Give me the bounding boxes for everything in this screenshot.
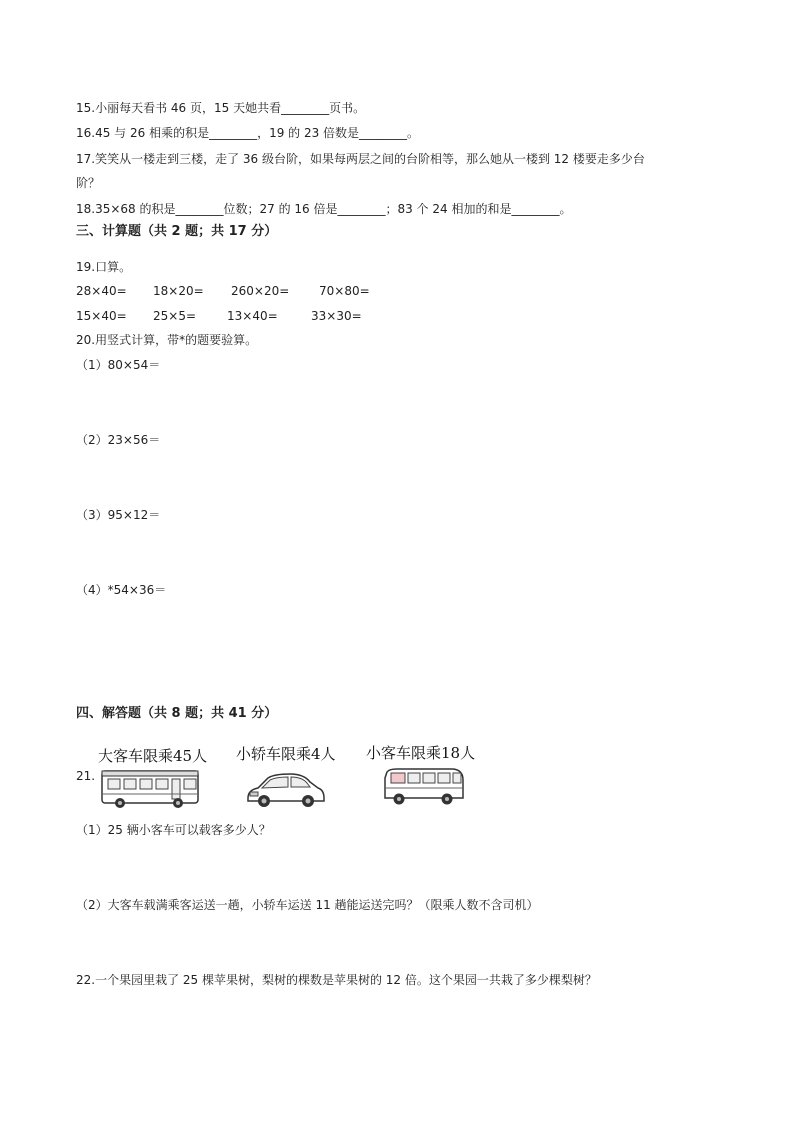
vehicle-label-bus: 大客车限乘45人 — [98, 747, 208, 765]
question-20: 20.用竖式计算，带*的题要验算。 — [76, 333, 258, 347]
bus-icon — [100, 768, 202, 810]
vehicle-label-minibus: 小客车限乘18人 — [366, 744, 476, 762]
question-20-item-1: （1）80×54＝ — [76, 358, 161, 372]
oral-item: 28×40= — [76, 284, 127, 298]
oral-item: 260×20= — [231, 284, 290, 298]
question-21-number: 21. — [76, 769, 96, 783]
oral-item: 15×40= — [76, 309, 127, 323]
oral-item: 18×20= — [153, 284, 204, 298]
question-17-line-2: 阶？ — [76, 176, 101, 190]
question-19: 19.口算。 — [76, 260, 132, 274]
question-20-item-4: （4）*54×36＝ — [76, 583, 167, 597]
oral-item: 25×5= — [153, 309, 197, 323]
oral-item: 70×80= — [319, 284, 370, 298]
question-17-line-1: 17.笑笑从一楼走到三楼，走了 36 级台阶，如果每两层之间的台阶相等，那么她从一楼到 12 楼要走多少台 — [76, 152, 645, 166]
oral-item: 13×40= — [227, 309, 278, 323]
question-20-item-3: （3）95×12＝ — [76, 508, 161, 522]
question-18: 18.35×68 的积是________位数；27 的 16 倍是________；83 个 24 相加的和是________。 — [76, 202, 572, 216]
minibus-icon — [381, 766, 467, 808]
vehicle-label-car: 小轿车限乘4人 — [236, 745, 336, 763]
oral-item: 33×30= — [311, 309, 362, 323]
question-15: 15.小丽每天看书 46 页，15 天她共看________页书。 — [76, 101, 366, 115]
car-icon — [244, 770, 326, 810]
section-4-heading: 四、解答题（共 8 题；共 41 分） — [76, 706, 278, 721]
question-16: 16.45 与 26 相乘的积是________，19 的 23 倍数是________。 — [76, 126, 420, 140]
section-3-heading: 三、计算题（共 2 题；共 17 分） — [76, 224, 278, 239]
question-20-item-2: （2）23×56＝ — [76, 433, 161, 447]
question-22: 22.一个果园里栽了 25 棵苹果树，梨树的棵数是苹果树的 12 倍。这个果园一共栽了多少棵梨树？ — [76, 973, 597, 987]
question-21-item-2: （2）大客车载满乘客运送一趟，小轿车运送 11 趟能运送完吗？（限乘人数不含司机） — [76, 898, 539, 912]
question-21-item-1: （1）25 辆小客车可以载客多少人？ — [76, 823, 271, 837]
